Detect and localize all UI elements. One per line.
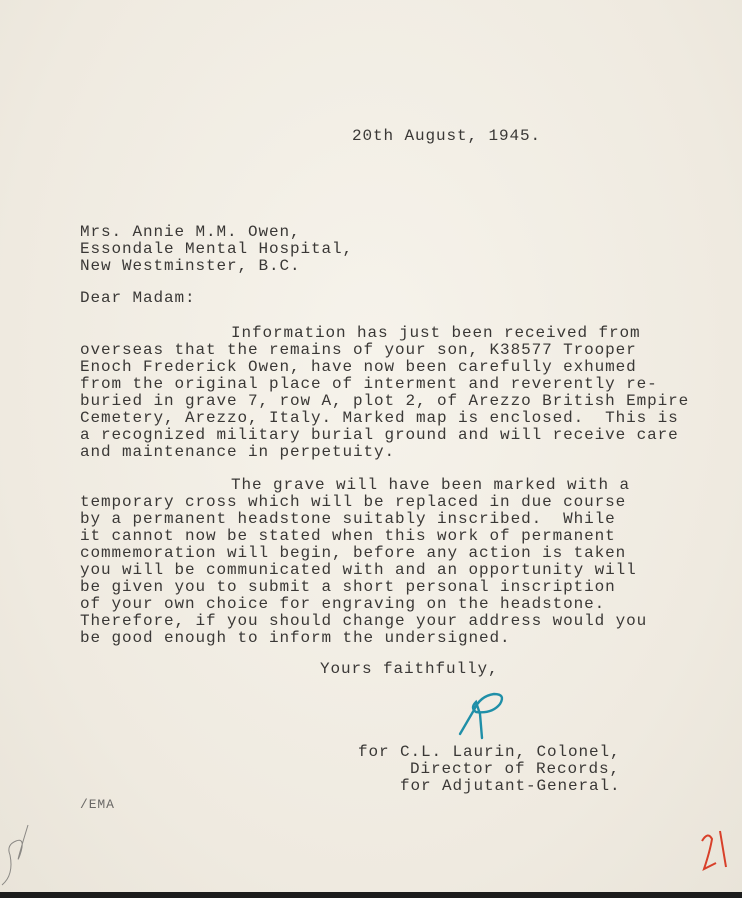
text-line: Therefore, if you should change your address would you (80, 612, 648, 630)
paragraph-2 (80, 477, 647, 647)
signature-line-3: for Adjutant-General. (400, 777, 621, 795)
text-line: commemoration will begin, before any action is taken (80, 544, 627, 562)
text-line: and maintenance in perpetuity. (80, 443, 396, 461)
salutation: Dear Madam: (80, 289, 196, 307)
pencil-mark (0, 815, 36, 891)
text-line: Information has just been received from (231, 324, 641, 342)
text-line: be good enough to inform the undersigned. (80, 629, 511, 647)
text-line: from the original place of interment and reverently re- (80, 375, 658, 393)
text-line: by a permanent headstone suitably inscribed. While (80, 510, 616, 528)
text-line: Enoch Frederick Owen, have now been carefully exhumed (80, 358, 637, 376)
text-line: Cemetery, Arezzo, Italy. Marked map is enclosed. This is (80, 409, 679, 427)
scan-border (0, 892, 742, 898)
closing: Yours faithfully, (320, 660, 499, 678)
paragraph-1 (80, 325, 689, 461)
text-line: The grave will have been marked with a (231, 476, 631, 494)
signature-line-1: for C.L. Laurin, Colonel, (358, 743, 621, 761)
reference-initials: /EMA (80, 797, 115, 812)
text-line: buried in grave 7, row A, plot 2, of Arezzo British Empire (80, 392, 690, 410)
page-number-mark (696, 825, 732, 875)
text-line: it cannot now be stated when this work of permanent (80, 527, 616, 545)
text-line: of your own choice for engraving on the headstone. (80, 595, 606, 613)
handwritten-signature (450, 688, 510, 742)
signature-line-2: Director of Records, (410, 760, 621, 778)
address-line: Mrs. Annie M.M. Owen, (80, 223, 301, 241)
text-line: a recognized military burial ground and will receive care (80, 426, 679, 444)
text-line: overseas that the remains of your son, K38577 Trooper (80, 341, 637, 359)
letter-date: 20th August, 1945. (352, 127, 542, 145)
text-line: temporary cross which will be replaced in due course (80, 493, 627, 511)
recipient-address (80, 224, 353, 275)
address-line: New Westminster, B.C. (80, 257, 301, 275)
address-line: Essondale Mental Hospital, (80, 240, 354, 258)
text-line: be given you to submit a short personal inscription (80, 578, 616, 596)
text-line: you will be communicated with and an opportunity will (80, 561, 637, 579)
